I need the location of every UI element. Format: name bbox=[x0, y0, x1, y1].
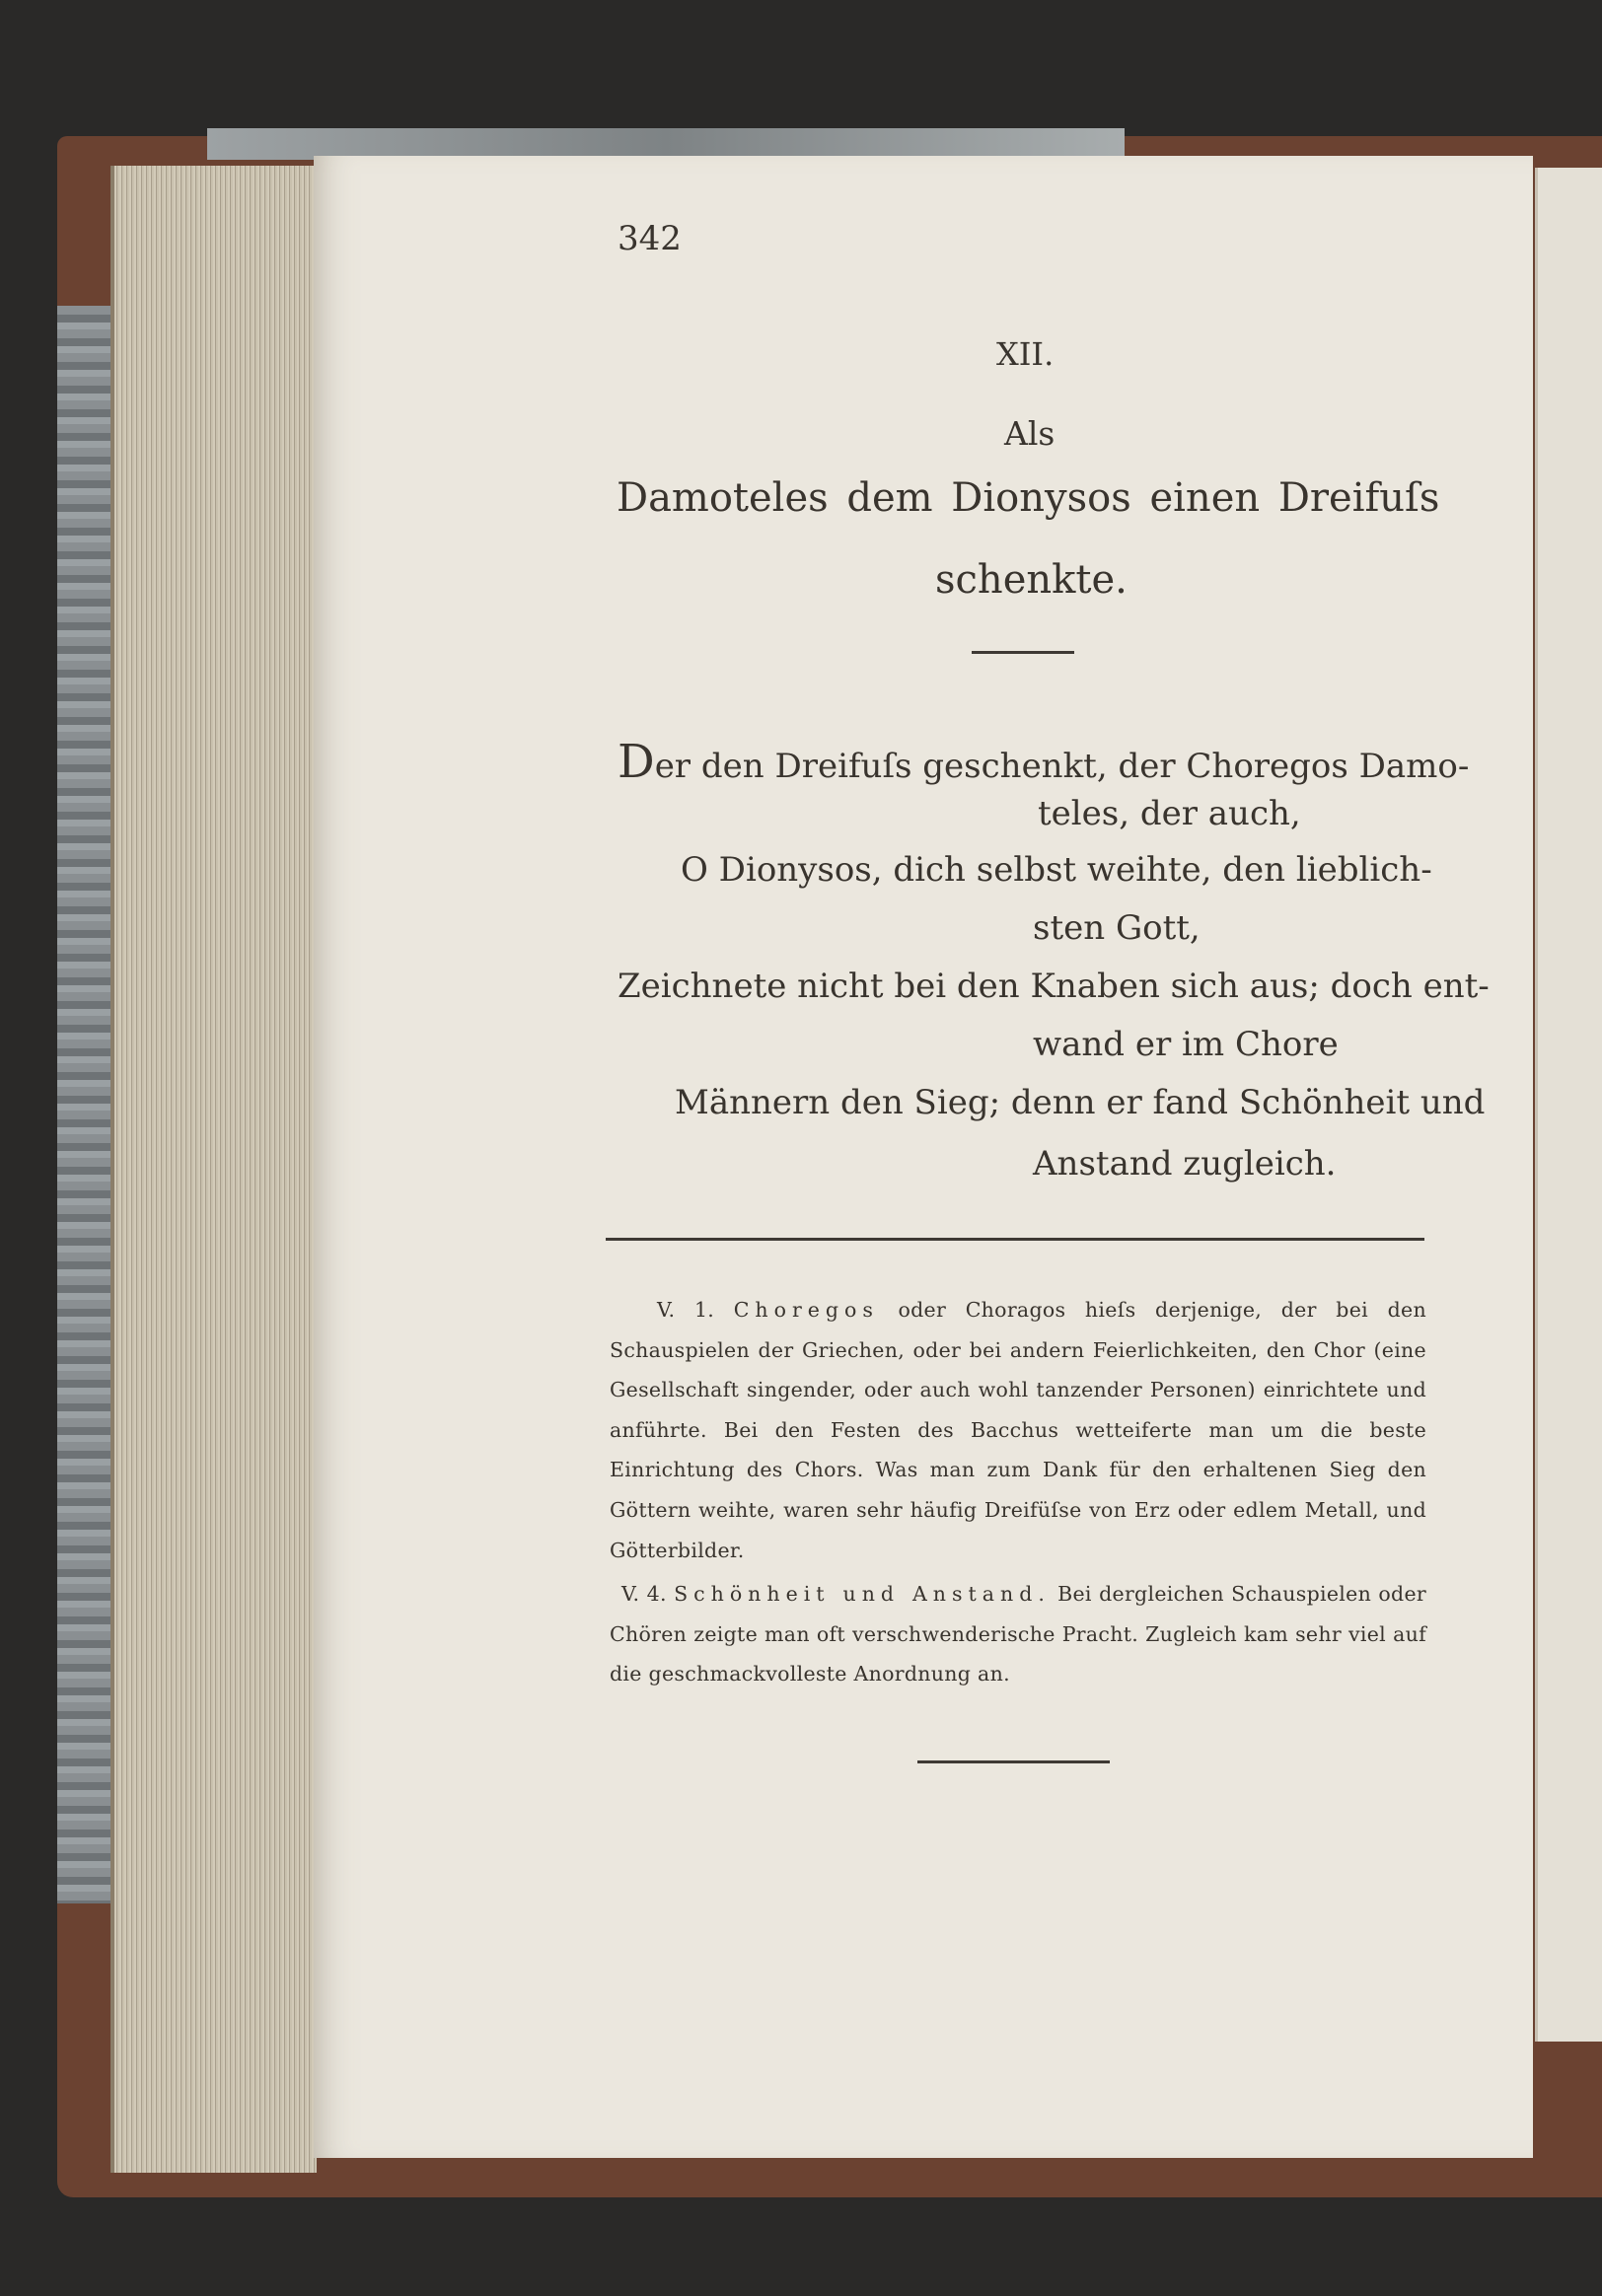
poem-title-line-2: schenkte. bbox=[935, 557, 1128, 603]
poem-line-3: O Dionysos, dich selbst weihte, den lieblich- bbox=[681, 850, 1432, 890]
poem-line-8: Anstand zugleich. bbox=[1033, 1144, 1337, 1184]
poem-title-line-1: Damoteles dem Dionysos einen Dreifuſs bbox=[617, 475, 1440, 521]
footnotes bbox=[610, 1290, 1426, 1694]
poem-line-6: wand er im Chore bbox=[1033, 1025, 1339, 1064]
poem-line-2: teles, der auch, bbox=[1038, 794, 1301, 833]
title-divider bbox=[972, 651, 1074, 654]
page-number: 342 bbox=[618, 219, 682, 258]
end-divider bbox=[917, 1760, 1110, 1763]
footnote-2-term: Schönheit und Anstand. bbox=[674, 1582, 1051, 1607]
footnote-2-text: Bei dergleichen Schauspielen oder Chören zeigte man oft verschwenderische Pracht. Zugleich kam sehr viel auf die geschmackvolleste Anordnung an. bbox=[610, 1582, 1426, 1686]
poem-line-1 bbox=[618, 735, 1469, 789]
chapter-number: XII. bbox=[996, 335, 1055, 373]
poem-line-4: sten Gott, bbox=[1033, 908, 1201, 948]
footnote-1-term: Choregos bbox=[733, 1298, 879, 1322]
footnote-1-ref: V. 1. bbox=[657, 1298, 715, 1322]
footnote-1 bbox=[610, 1290, 1426, 1570]
notes-separator bbox=[606, 1238, 1424, 1241]
poem-line-7: Männern den Sieg; denn er fand Schönheit und bbox=[675, 1083, 1486, 1122]
facing-page-edge bbox=[1535, 168, 1602, 2042]
poem-line-5: Zeichnete nicht bei den Knaben sich aus; doch ent- bbox=[618, 967, 1490, 1006]
page-block-edge bbox=[110, 166, 317, 2173]
drop-initial: D bbox=[618, 735, 655, 789]
footnote-2 bbox=[610, 1574, 1426, 1694]
poem-line-1-text: er den Dreifuſs geschenkt, der Choregos Damo- bbox=[654, 747, 1470, 786]
marbled-cover-spine bbox=[57, 306, 116, 1903]
footnote-2-ref: V. 4. bbox=[621, 1582, 667, 1607]
title-prefix: Als bbox=[1004, 414, 1056, 453]
footnote-1-text: oder Choragos hieſs derjenige, der bei den Schauspielen der Griechen, oder bei andern Feierlichkeiten, den Chor (eine Gesellschaft singender, oder auch wohl tanzender Personen) einrichtete und anführte. Bei den Festen des Bacchus wetteiferte man um die beste Einrichtung des Chors. Was man zum Dank für den erhaltenen Sieg den Göttern weihte, waren sehr häufig Dreifüſse von Erz oder edlem Metall, und Götterbilder. bbox=[610, 1298, 1426, 1562]
book-page bbox=[314, 156, 1533, 2158]
